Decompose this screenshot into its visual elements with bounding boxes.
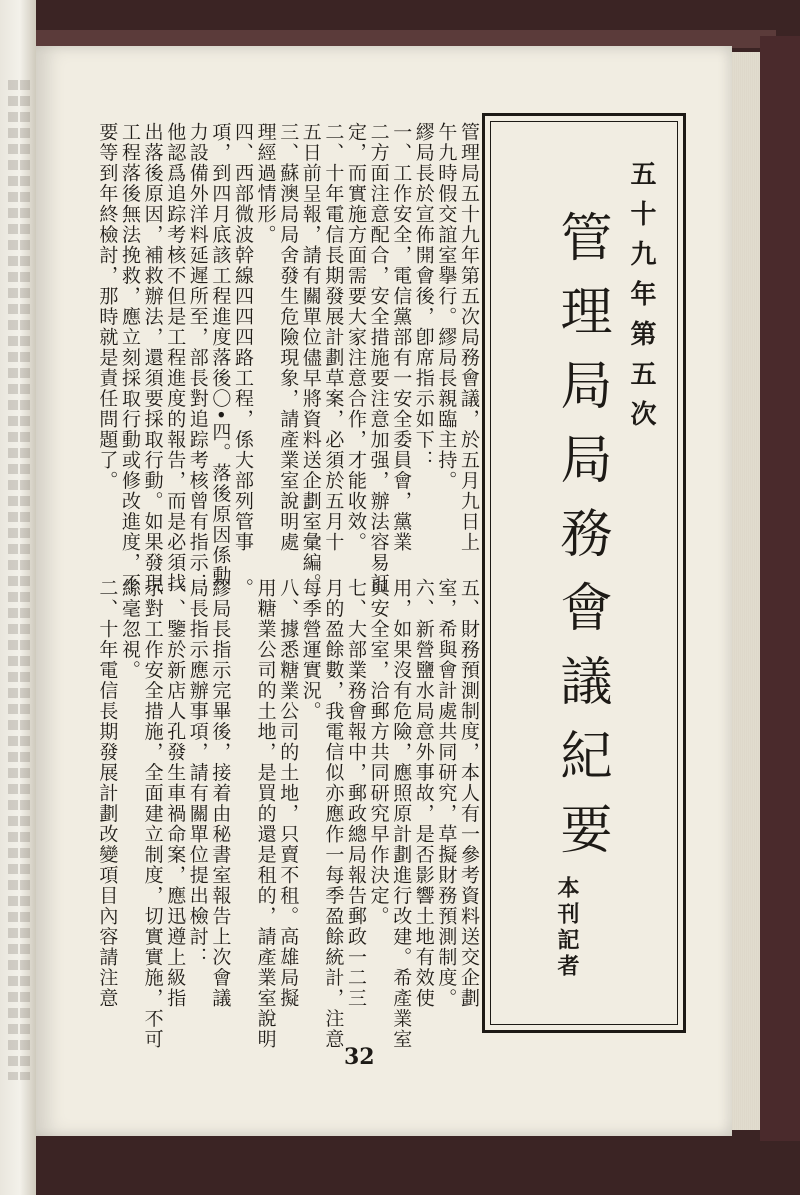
text-column: 絲毫忽視。 xyxy=(119,578,141,681)
text-column: 每季營運實況。 xyxy=(299,578,322,722)
text-column: 工程落後無法挽救，應立刻採取行動或修改進度，不 xyxy=(119,122,141,594)
text-column: 用糖業公司的土地，是買的還是租的，請產業室說明 xyxy=(254,578,277,1050)
text-column: 管理局五十九年第五次局務會議，於五月九日上 xyxy=(458,122,480,553)
text-column: 午九時假交誼室擧行。繆局長親臨主持。 xyxy=(435,122,458,491)
text-column: 用，如果沒有危險，應照原計劃進行改建。希產業室 xyxy=(390,578,413,1050)
series-label: 五十九年第五次 xyxy=(626,160,656,440)
text-column: 二、十年電信長期發展計劃改變項目內容請注意 xyxy=(96,578,119,1009)
text-column: 三、蘇澳局局舍發生危險現象，請產業室說明處 xyxy=(277,122,300,553)
text-column: 七、大部業務會報中，郵政總局報告郵政一二三 xyxy=(345,578,367,1009)
text-column: 局長指示應辦事項，請有關單位提出檢討： xyxy=(186,578,209,968)
text-column: 五日前呈報，請有關單位儘早將資料送企劃室彙編。 xyxy=(299,122,322,594)
text-column: 一、工作安全，電信黨部有一安全委員會，黨業 xyxy=(390,122,413,553)
text-column: 四、西部微波幹線四四四路工程，係大部列管事 xyxy=(232,122,254,553)
text-column: 八、據悉糖業公司的土地，只賣不租。高雄局擬 xyxy=(277,578,300,1009)
text-column: 與安全室，洽郵方共同研究早作決定。 xyxy=(367,578,390,927)
text-column: 。 xyxy=(232,578,254,599)
book-cover-right xyxy=(760,36,800,1141)
text-column: 室，希與會計處共同研究，草擬財務預測制度。 xyxy=(435,578,458,1009)
byline: 本刊記者 xyxy=(554,876,580,980)
text-column: 二方面注意配合，安全措施要注意加强，辦法容易訂 xyxy=(367,122,390,594)
ghost-text-strip xyxy=(20,80,30,1080)
text-column: 定，而實施方面需要大家注意合作，才能收效。 xyxy=(345,122,367,553)
text-column: 月的盈餘數，我電信似亦應作一每季盈餘統計，注意 xyxy=(322,578,345,1050)
text-column: 他認爲追踪考核不但是工程進度的報告，而是必須找 xyxy=(164,122,187,594)
ghost-text-strip xyxy=(8,80,18,1080)
article-title: 管理局局務會議紀要 xyxy=(551,210,611,876)
text-column: 項，到四月底該工程進度落後〇•四。落後原因係動 xyxy=(209,122,232,586)
text-column: 要等到年終檢討，那時就是責任問題了。 xyxy=(96,122,119,491)
text-column: 示對工作安全措施，全面建立制度，切實實施，不可 xyxy=(141,578,164,1050)
page-block-edge xyxy=(732,52,760,1130)
text-column: 繆局長指示完畢後，接着由秘書室報告上次會議 xyxy=(209,578,232,1009)
text-column: 理經過情形。 xyxy=(254,122,277,245)
page-number: 32 xyxy=(344,1044,375,1070)
text-column: 出落後原因，補救辦法，還須要採取行動。如果發現 xyxy=(141,122,164,594)
previous-page-edge xyxy=(0,0,36,1195)
text-column: 六、新營鹽水局意外事故，是否影響土地有效使 xyxy=(412,578,435,1009)
text-column: 力設備外洋料延遲所至，部長對追踪考核曾有指示： xyxy=(186,122,209,594)
text-column: 五、財務預測制度，本人有一參考資料送交企劃 xyxy=(458,578,480,1009)
text-column: 繆局長於宣佈開會後，卽席指示如下： xyxy=(412,122,435,471)
text-column: 一、鑒於新店人孔發生車禍命案，應迅遵上級指 xyxy=(164,578,187,1009)
text-column: 二、十年電信長期發展計劃草案，必須於五月十 xyxy=(322,122,345,553)
